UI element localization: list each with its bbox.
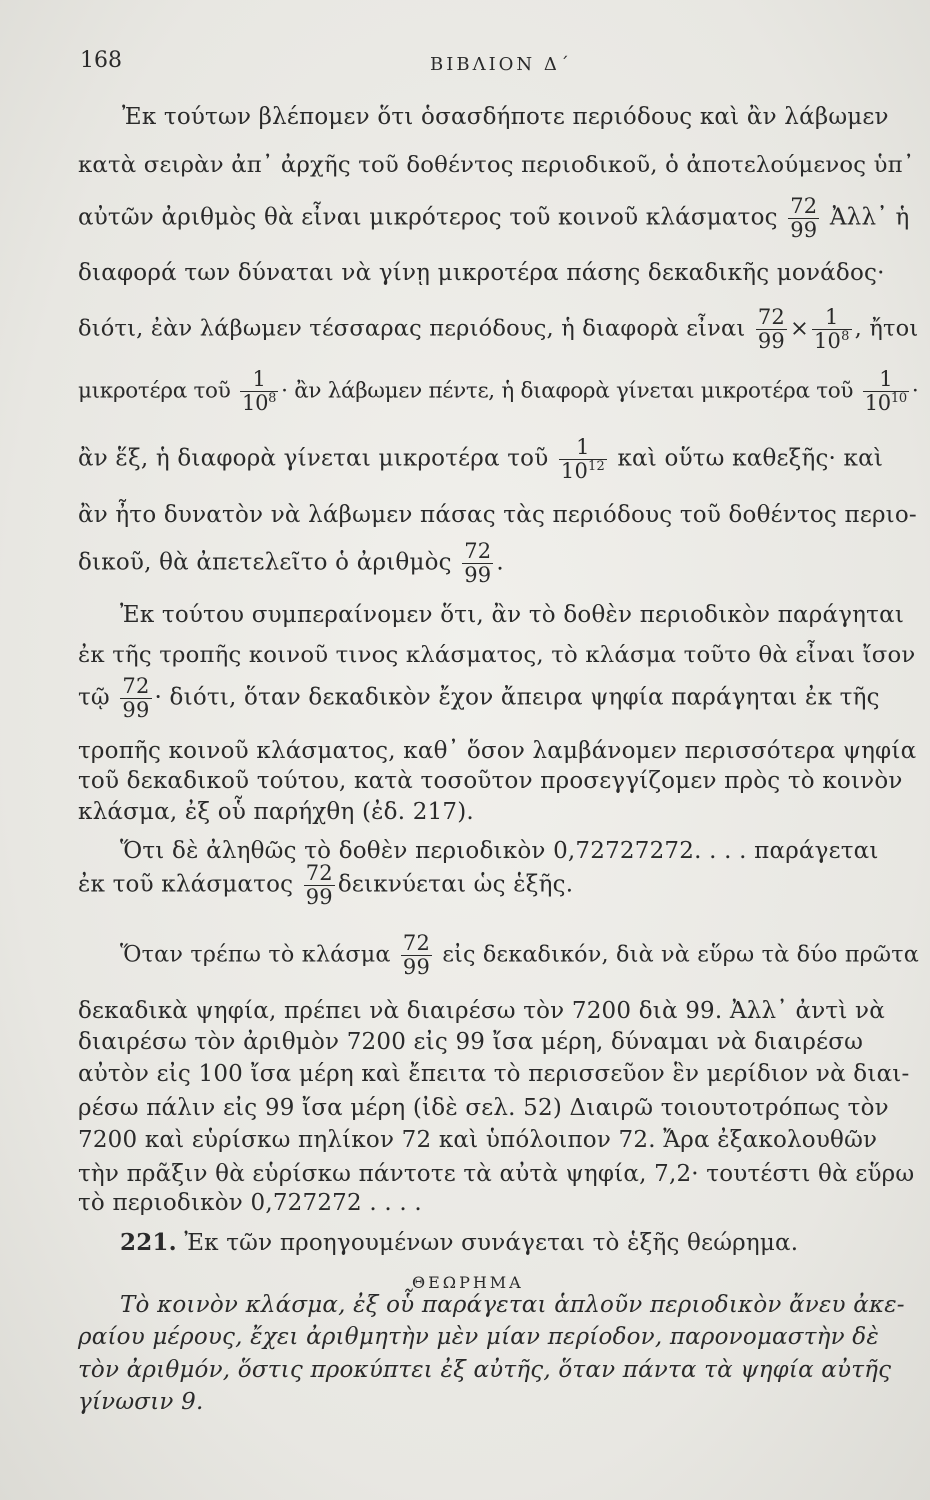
paragraph-2-line-2: ἐκ τῆς τροπῆς κοινοῦ τινος κλάσματος, τὸ κλάσμα τοῦτο θὰ εἶναι ἴσον <box>78 642 916 668</box>
paragraph-4-line-5: ρέσω πάλιν εἰς 99 ἴσα μέρη (ἰδὲ σελ. 52) Διαιρῶ τοιουτοτρόπως τὸν <box>78 1095 889 1121</box>
theorem-line-4: γίνωσιν 9. <box>78 1389 204 1415</box>
paragraph-1-line-3: αὐτῶν ἀριθμὸς θὰ εἶναι μικρότερος τοῦ κοινοῦ κλάσματος $\frac{72}{99}$ Ἀλλ᾽ ἡ <box>78 194 910 242</box>
fraction-1-over-10e8: $\frac{1}{10^8}$ <box>814 305 850 353</box>
times-sign: × <box>789 315 809 342</box>
paragraph-4-line-2: δεκαδικὰ ψηφία, πρέπει νὰ διαιρέσω τὸν 7200 διὰ 99. Ἀλλ᾽ ἀντὶ νὰ <box>78 998 885 1024</box>
paragraph-4-line-6: 7200 καὶ εὑρίσκω πηλίκον 72 καὶ ὑπόλοιπον 72. Ἄρα ἐξακολουθῶν <box>78 1127 878 1153</box>
paragraph-3-line-1: Ὅτι δὲ ἀληθῶς τὸ δοθὲν περιοδικὸν 0,72727272. . . . παράγεται <box>120 838 879 864</box>
section-number: 221. <box>120 1229 177 1256</box>
theorem-heading: ΘΕΩΡΗΜΑ <box>412 1273 524 1292</box>
paragraph-1-line-9: δικοῦ, θὰ ἀπετελεῖτο ὁ ἀριθμὸς $\frac{72}{99}$ . <box>78 539 504 587</box>
paragraph-1-line-5: διότι, ἐὰν λάβωμεν τέσσαρας περιόδους, ἡ διαφορὰ εἶναι $\frac{72}{99}$ × $\frac{1}{10^8}$ , ἤτοι <box>78 305 919 353</box>
paragraph-1-line-2: κατὰ σειρὰν ἀπ᾽ ἀρχῆς τοῦ δοθέντος περιοδικοῦ, ὁ ἀποτελούμενος ὑπ᾽ <box>78 152 915 178</box>
paragraph-1-line-6: μικροτέρα τοῦ $\frac{1}{10^8}$ · ἂν λάβωμεν πέντε, ἡ διαφορὰ γίνεται μικροτέρα τοῦ $\frac{1}{10^{10}}$ · <box>78 367 919 415</box>
fraction-1-over-10e10: $\frac{1}{10^{10}}$ <box>864 367 907 415</box>
fraction-72-99: $\frac{72}{99}$ <box>790 194 818 242</box>
running-title: ΒΙΒΛΙΟΝ Δ΄ <box>430 54 572 75</box>
paragraph-2-line-3: τῷ $\frac{72}{99}$ · διότι, ὅταν δεκαδικὸν ἔχον ἄπειρα ψηφία παράγηται ἐκ τῆς <box>78 674 880 722</box>
paragraph-1-line-8: ἂν ἦτο δυνατὸν νὰ λάβωμεν πάσας τὰς περιόδους τοῦ δοθέντος περιο- <box>78 502 917 528</box>
fraction-72-99: $\frac{72}{99}$ <box>402 931 431 979</box>
paragraph-2-line-6: κλάσμα, ἐξ οὗ παρήχθη (ἐδ. 217). <box>78 799 474 825</box>
theorem-line-1: Τὸ κοινὸν κλάσμα, ἐξ οὗ παράγεται ἁπλοῦν περιοδικὸν ἄνευ ἀκε- <box>120 1292 905 1318</box>
paragraph-4-line-8: τὸ περιοδικὸν 0,727272 . . . . <box>78 1190 422 1216</box>
paragraph-2-line-4: τροπῆς κοινοῦ κλάσματος, καθ᾽ ὅσον λαμβάνομεν περισσότερα ψηφία <box>78 738 917 764</box>
paragraph-4-line-7: τὴν πρᾶξιν θὰ εὑρίσκω πάντοτε τὰ αὐτὰ ψηφία, 7,2· τουτέστι θὰ εὕρω <box>78 1161 915 1187</box>
theorem-line-2: ραίου μέρους, ἔχει ἀριθμητὴν μὲν μίαν περίοδον, παρονομαστὴν δὲ <box>78 1324 879 1350</box>
fraction-72-99: $\frac{72}{99}$ <box>464 539 492 587</box>
page-number: 168 <box>80 48 122 73</box>
paragraph-1-line-4: διαφορά των δύναται νὰ γίνῃ μικροτέρα πάσης δεκαδικῆς μονάδος· <box>78 260 885 286</box>
fraction-1-over-10e12: $\frac{1}{10^{12}}$ <box>560 435 605 483</box>
section-221-line: 221. Ἐκ τῶν προηγουμένων συνάγεται τὸ ἑξῆς θεώρημα. <box>120 1229 799 1256</box>
paragraph-2-line-1: Ἐκ τούτου συμπεραίνομεν ὅτι, ἂν τὸ δοθὲν περιοδικὸν παράγηται <box>120 602 905 628</box>
paragraph-4-line-4: αὐτὸν εἰς 100 ἴσα μέρη καὶ ἔπειτα τὸ περισσεῦον ἓν μερίδιον νὰ διαι- <box>78 1061 910 1087</box>
paragraph-1-line-1: Ἐκ τούτων βλέπομεν ὅτι ὁσασδήποτε περιόδους καὶ ἂν λάβωμεν <box>122 104 889 130</box>
fraction-72-99: $\frac{72}{99}$ <box>757 305 785 353</box>
fraction-72-99: $\frac{72}{99}$ <box>305 861 333 909</box>
fraction-1-over-10e8: $\frac{1}{10^8}$ <box>242 367 277 415</box>
theorem-line-3: τὸν ἀριθμόν, ὅστις προκύπτει ἐξ αὐτῆς, ὅταν πάντα τὰ ψηφία αὐτῆς <box>78 1357 892 1383</box>
fraction-72-99: $\frac{72}{99}$ <box>122 674 150 722</box>
paragraph-1-line-7: ἂν ἕξ, ἡ διαφορὰ γίνεται μικροτέρα τοῦ $\frac{1}{10^{12}}$ καὶ οὕτω καθεξῆς· καὶ <box>78 435 884 483</box>
paragraph-4-line-1: Ὅταν τρέπω τὸ κλάσμα $\frac{72}{99}$ εἰς δεκαδικόν, διὰ νὰ εὕρω τὰ δύο πρῶτα <box>120 931 920 979</box>
paragraph-2-line-5: τοῦ δεκαδικοῦ τούτου, κατὰ τοσοῦτον προσεγγίζομεν πρὸς τὸ κοινὸν <box>78 768 903 794</box>
paragraph-4-line-3: διαιρέσω τὸν ἀριθμὸν 7200 εἰς 99 ἴσα μέρη, δύναμαι νὰ διαιρέσω <box>78 1029 864 1055</box>
paragraph-3-line-2: ἐκ τοῦ κλάσματος $\frac{72}{99}$ δεικνύεται ὡς ἑξῆς. <box>78 861 574 909</box>
